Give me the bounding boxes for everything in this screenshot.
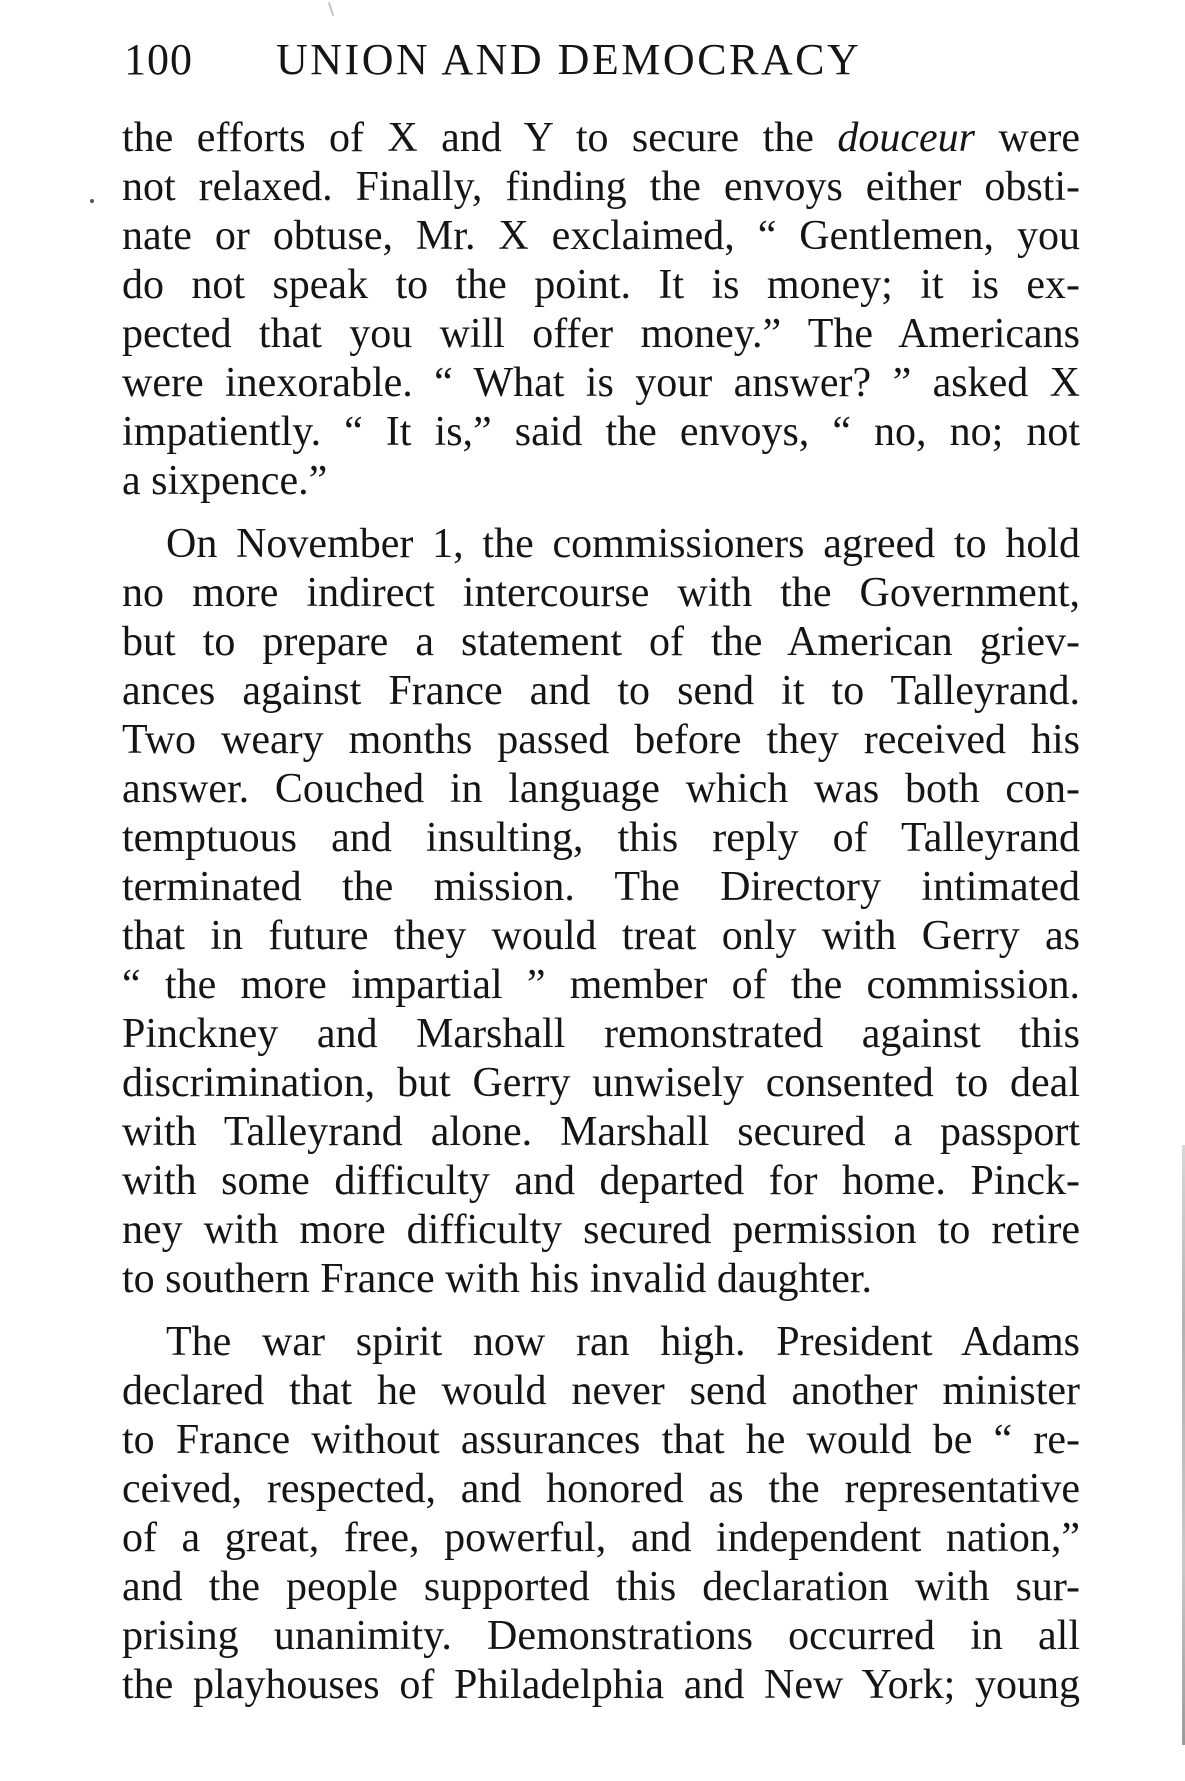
text-line: to southern France with his invalid daughter. [122, 1256, 873, 1302]
text-line: but to prepare a statement of the American griev- [122, 619, 1080, 665]
text-line: nate or obtuse, Mr. X exclaimed, “ Gentlemen, you [122, 213, 1080, 259]
text-line: answer. Couched in language which was both con- [122, 766, 1080, 812]
text-line: “ the more impartial ” member of the commission. [122, 962, 1080, 1008]
text-line: ney with more difficulty secured permission to retire [122, 1207, 1080, 1253]
text-line: the playhouses of Philadelphia and New York; young [122, 1662, 1080, 1708]
text-line: that in future they would treat only with Gerry as [122, 913, 1080, 959]
text-line: do not speak to the point. It is money; it is ex- [122, 262, 1080, 308]
text-line: Pinckney and Marshall remonstrated against this [122, 1011, 1080, 1057]
text-line: to France without assurances that he would be “ re- [122, 1417, 1080, 1463]
text-line: declared that he would never send another minister [122, 1368, 1080, 1414]
text-line: and the people supported this declaration with sur- [122, 1564, 1080, 1610]
text-line: prising unanimity. Demonstrations occurred in all [122, 1613, 1080, 1659]
paragraph-gap [122, 1304, 1080, 1318]
text-line: not relaxed. Finally, finding the envoys either obsti- [122, 164, 1080, 210]
scan-mark [328, 2, 334, 16]
running-title: UNION AND DEMOCRACY [276, 35, 862, 84]
text-line: no more indirect intercourse with the Government, [122, 570, 1080, 616]
text-line: with Talleyrand alone. Marshall secured a passport [122, 1109, 1080, 1155]
text-line: were inexorable. “ What is your answer? ” asked X [122, 360, 1080, 406]
page-number: 100 [124, 35, 193, 84]
running-head [124, 30, 1084, 90]
margin-dot [90, 199, 94, 203]
text-line: impatiently. “ It is,” said the envoys, “ no, no; not [122, 409, 1080, 455]
italic-word: douceur [837, 115, 975, 161]
text-line: with some difficulty and departed for home. Pinck- [122, 1158, 1080, 1204]
body-text [122, 114, 1080, 1710]
text-line: Two weary months passed before they received his [122, 717, 1080, 763]
text-line: of a great, free, powerful, and independent nation,” [122, 1515, 1080, 1561]
text-line: discrimination, but Gerry unwisely consented to deal [122, 1060, 1080, 1106]
text-line: The war spirit now ran high. President Adams [166, 1319, 1080, 1365]
text-line: terminated the mission. The Directory intimated [122, 864, 1080, 910]
text-line: the efforts of X and Y to secure the douceur were [122, 115, 1081, 161]
text-line: ceived, respected, and honored as the representative [122, 1466, 1080, 1512]
paragraph-gap [122, 506, 1080, 520]
text-line: pected that you will offer money.” The Americans [122, 311, 1080, 357]
text-line: ances against France and to send it to Talleyrand. [122, 668, 1080, 714]
text-line: On November 1, the commissioners agreed to hold [166, 521, 1080, 567]
text-line: a sixpence.” [122, 458, 328, 504]
text-line: temptuous and insulting, this reply of Talleyrand [122, 815, 1080, 861]
